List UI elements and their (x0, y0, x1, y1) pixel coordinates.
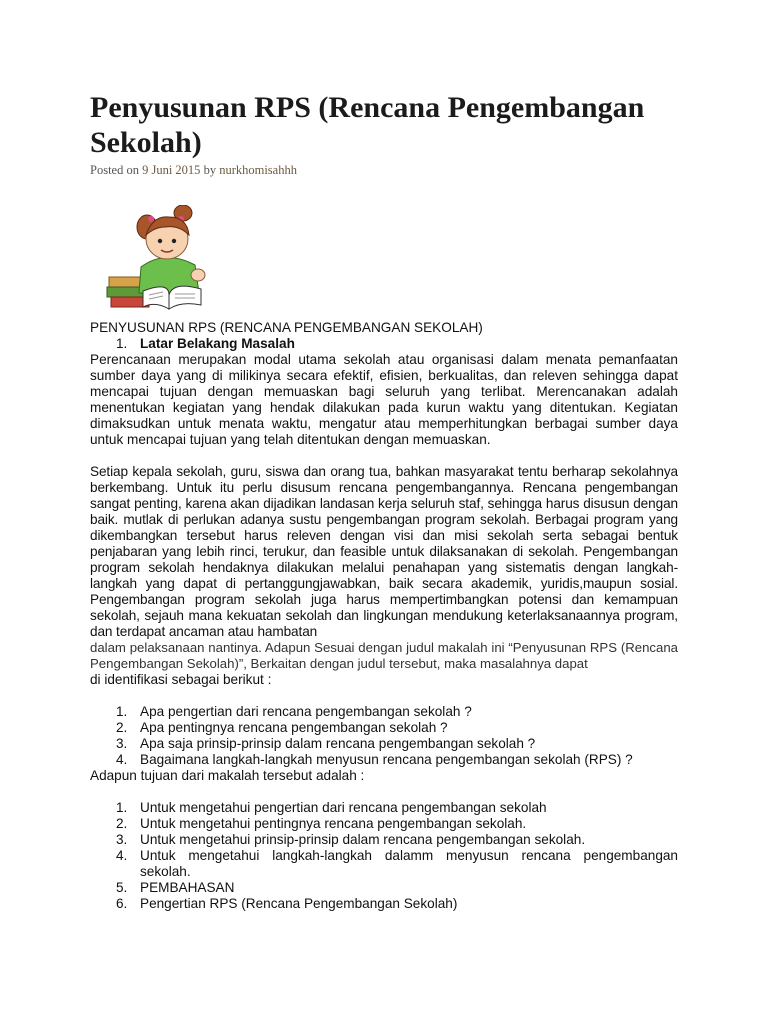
section-title: Latar Belakang Masalah (140, 336, 295, 351)
question-list (90, 704, 678, 768)
paragraph-1: Perencanaan merupakan modal utama sekolah atau organisasi dalam menata pemanfaatan sumber daya yang di milikinya secara efektif, efisien, berkualitas, dan releven sehingga dapat mencapai tujuan dengan memuaskan bagi seluruh yang terlibat. Merencanakan adalah menentukan kegiatan yang hendak dilakukan pada kurun waktu yang ditentukan. Kegiatan dimaksudkan untuk menata waktu, mengatur atau memperhitungkan berbagai sumber daya untuk mencapai tujuan yang telah ditentukan dengan memuaskan. (90, 352, 678, 447)
article-heading: PENYUSUNAN RPS (RENCANA PENGEMBANGAN SEKOLAH) (90, 320, 483, 335)
post-date-link[interactable]: 9 Juni 2015 (142, 163, 201, 177)
paragraph-2-continued: dalam pelaksanaan nantinya. Adapun Sesuai dengan judul makalah ini “Penyusunan RPS (Rencana Pengembangan Sekolah)”, Berkaitan dengan judul tersebut, maka masalahnya dapat (90, 640, 678, 671)
list-item: 1. Untuk mengetahui pengertian dari rencana pengembangan sekolah (116, 800, 547, 815)
purpose-intro: Adapun tujuan dari makalah tersebut adalah : (90, 768, 365, 783)
section-number: 1. (116, 336, 128, 351)
list-item: 5. PEMBAHASAN (116, 880, 235, 895)
post-meta (90, 163, 297, 178)
list-item: 2. Untuk mengetahui pentingnya rencana pengembangan sekolah. (116, 816, 527, 831)
girl-reading-book-icon (103, 205, 229, 315)
by-label: by (203, 163, 217, 177)
paragraph-2: Setiap kepala sekolah, guru, siswa dan orang tua, bahkan masyarakat tentu berharap sekolahnya berkembang. Untuk itu perlu disusum rencana pengembangannya. Rencana pengembangan sangat penting, karena akan dijadikan landasan kerja seluruh staf, sehingga harus disusun dengan baik. mutlak di perlukan adanya sustu pengembangan program sekolah. Berbagai program yang dikembangkan tersebut harus releven dengan visi dan misi sekolah serta sebagai bentuk penjabaran yang lebih rinci, terukur, dan feasible untuk dilaksanakan di sekolah. Pengembangan program sekolah hendaknya dilakukan melalui penahapan yang sistematis dengan langkah-langkah yang dapat di pertanggungjawabkan, baik secara akademik, yuridis,maupun sosial. Pengembangan program sekolah juga harus mempertimbangkan potensi dan kemampuan sekolah, sejauh mana kekuatan sekolah dan lingkungan mendukung keterlaksanaannya program, dan terdapat ancaman atau hambatan (90, 464, 678, 639)
author-link[interactable]: nurkhomisahhh (219, 163, 297, 177)
post-title: Penyusunan RPS (Rencana Pengembangan Sekolah) (90, 91, 645, 159)
list-item: 6. Pengertian RPS (Rencana Pengembangan Sekolah) (116, 896, 458, 911)
goal-list (90, 800, 678, 912)
article-body (90, 320, 678, 912)
list-item: 1. Apa pengertian dari rencana pengembangan sekolah ? (116, 704, 472, 719)
list-item: 2. Apa pentingnya rencana pengembangan sekolah ? (116, 720, 448, 735)
section-heading (116, 336, 678, 352)
list-item: 3. Untuk mengetahui prinsip-prinsip dalam rencana pengembangan sekolah. (116, 832, 586, 847)
list-item: 4. Untuk mengetahui langkah-langkah dalamm menyusun rencana pengembangan sekolah. (116, 848, 678, 879)
list-item: 3. Apa saja prinsip-prinsip dalam rencana pengembangan sekolah ? (116, 736, 536, 751)
posted-on-label: Posted on (90, 163, 139, 177)
paragraph-2-end: di identifikasi sebagai berikut : (90, 672, 272, 687)
list-item: 4. Bagaimana langkah-langkah menyusun rencana pengembangan sekolah (RPS) ? (116, 752, 633, 767)
